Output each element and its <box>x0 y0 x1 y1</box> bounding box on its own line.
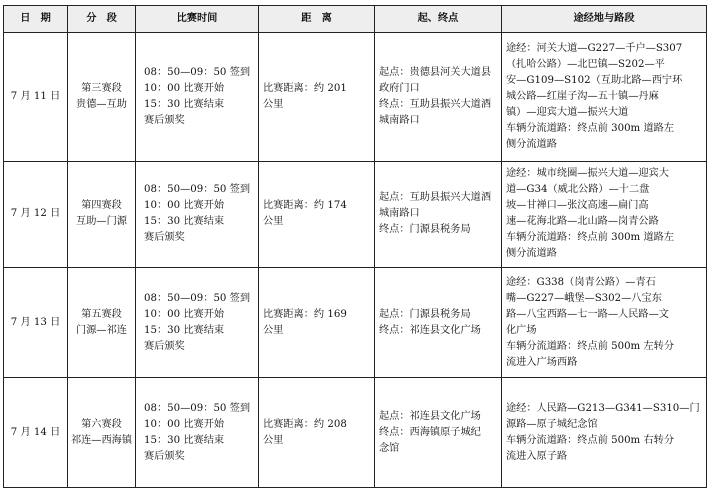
route-line: 化广场 <box>506 324 537 336</box>
distance-unit: 公里 <box>263 324 284 336</box>
route-cell <box>502 33 707 162</box>
distance-text: 比赛距离：约 174 <box>263 200 347 212</box>
time-cell <box>136 268 259 378</box>
distance-text: 比赛距离：约 201 <box>263 82 347 94</box>
route-line: 城公路—红崖子沟—五十镇—丹麻 <box>506 90 659 102</box>
header-date: 日 期 <box>4 6 68 33</box>
header-segment: 分 段 <box>68 6 136 33</box>
table-row <box>4 378 707 488</box>
route-line: 速—花海北路—北山路—岗青公路 <box>506 216 659 228</box>
time-award: 赛后颁奖 <box>144 450 185 462</box>
route-line: 车辆分流道路：终点前 300m 道路左 <box>506 232 675 244</box>
header-endpoints: 起、终点 <box>375 6 502 33</box>
endpoint-line: 起点：门源县税务局 <box>379 308 471 320</box>
route-line: （扎哈公路）—北巴镇—S202—平 <box>506 58 665 70</box>
endpoint-line: 终点：西海镇原子城纪 <box>379 426 481 438</box>
endpoint-line: 终点：门源县税务局 <box>379 224 471 236</box>
endpoint-line: 起点：祁连县文化广场 <box>379 410 481 422</box>
segment-cell <box>68 378 136 488</box>
route-line: 流进入广场西路 <box>506 356 578 368</box>
time-award: 赛后颁奖 <box>144 340 185 352</box>
time-award: 赛后颁奖 <box>144 114 185 126</box>
endpoints-cell <box>375 378 502 488</box>
segment-stage: 第四赛段 <box>81 200 122 212</box>
endpoint-line: 起点：互助县振兴大道酒 <box>379 192 492 204</box>
date-cell: 7 月 11 日 <box>4 33 68 162</box>
time-end: 15：30 比赛结束 <box>144 98 225 110</box>
route-line: 途经：城市绕圈—振兴大道—迎宾大 <box>506 168 669 180</box>
time-cell <box>136 33 259 162</box>
endpoint-line: 城南路口 <box>379 114 420 126</box>
distance-unit: 公里 <box>263 98 284 110</box>
route-line: 道—G34（威北公路）—十二盘 <box>506 184 650 196</box>
distance-cell <box>259 378 375 488</box>
segment-stage: 第六赛段 <box>81 418 122 430</box>
route-line: 途经：河关大道—G227—千户—S307 <box>506 42 683 54</box>
time-award: 赛后颁奖 <box>144 232 185 244</box>
distance-cell <box>259 268 375 378</box>
table-row <box>4 33 707 162</box>
endpoint-line: 起点：贵德县河关大道县 <box>379 66 492 78</box>
time-cell <box>136 378 259 488</box>
endpoint-line: 城南路口 <box>379 208 420 220</box>
time-start: 10：00 比赛开始 <box>144 200 225 212</box>
route-line: 侧分流道路 <box>506 248 557 260</box>
endpoint-line: 终点：祁连县文化广场 <box>379 324 481 336</box>
route-line: 路—八宝西路—七一路—人民路—文 <box>506 308 669 320</box>
route-line: 侧分流道路 <box>506 138 557 150</box>
route-line: 车辆分流道路：终点前 300m 道路左 <box>506 122 675 134</box>
time-start: 10：00 比赛开始 <box>144 308 225 320</box>
distance-cell <box>259 33 375 162</box>
route-cell <box>502 268 707 378</box>
header-time: 比赛时间 <box>136 6 259 33</box>
segment-cell <box>68 161 136 268</box>
segment-stage: 第五赛段 <box>81 308 122 320</box>
segment-route: 祁连—西海镇 <box>70 434 133 446</box>
table-row <box>4 268 707 378</box>
route-line: 源路—原子城纪念馆 <box>506 418 598 430</box>
segment-cell <box>68 268 136 378</box>
route-cell <box>502 161 707 268</box>
time-cell <box>136 161 259 268</box>
distance-text: 比赛距离：约 208 <box>263 418 347 430</box>
endpoints-cell <box>375 33 502 162</box>
time-end: 15：30 比赛结束 <box>144 216 225 228</box>
time-end: 15：30 比赛结束 <box>144 324 225 336</box>
time-end: 15：30 比赛结束 <box>144 434 225 446</box>
time-signin: 08：50—09：50 签到 <box>144 402 251 414</box>
header-route: 途经地与路段 <box>502 6 707 33</box>
header-row <box>4 6 707 33</box>
route-line: 安—G109—S102（互助北路—西宁环 <box>506 74 683 86</box>
distance-cell <box>259 161 375 268</box>
distance-unit: 公里 <box>263 434 284 446</box>
endpoint-line: 终点：互助县振兴大道酒 <box>379 98 492 110</box>
segment-route: 互助—门源 <box>76 216 127 228</box>
route-line: 途经：人民路—G213—G341—S310—门 <box>506 402 700 414</box>
endpoint-line: 念馆 <box>379 442 400 454</box>
route-line: 车辆分流道路：终点前 500m 右转分 <box>506 434 675 446</box>
route-line: 坡—甘禅口—张汶高速—扁门高 <box>506 200 649 212</box>
date-cell: 7 月 13 日 <box>4 268 68 378</box>
endpoint-line: 政府门口 <box>379 82 420 94</box>
date-cell: 7 月 14 日 <box>4 378 68 488</box>
race-schedule-table <box>3 5 707 488</box>
route-line: 镇）—迎宾大道—振兴大道 <box>506 106 629 118</box>
table-row <box>4 161 707 268</box>
distance-text: 比赛距离：约 169 <box>263 308 347 320</box>
segment-stage: 第三赛段 <box>81 82 122 94</box>
time-signin: 08：50—09：50 签到 <box>144 66 251 78</box>
time-signin: 08：50—09：50 签到 <box>144 292 251 304</box>
segment-cell <box>68 33 136 162</box>
endpoints-cell <box>375 161 502 268</box>
distance-unit: 公里 <box>263 216 284 228</box>
time-start: 10：00 比赛开始 <box>144 82 225 94</box>
route-line: 流进入原子路 <box>506 450 568 462</box>
route-line: 车辆分流道路：终点前 500m 左转分 <box>506 340 675 352</box>
time-signin: 08：50—09：50 签到 <box>144 184 251 196</box>
route-cell <box>502 378 707 488</box>
segment-route: 贵德—互助 <box>76 98 127 110</box>
endpoints-cell <box>375 268 502 378</box>
time-start: 10：00 比赛开始 <box>144 418 225 430</box>
date-cell: 7 月 12 日 <box>4 161 68 268</box>
segment-route: 门源—祁连 <box>76 324 127 336</box>
route-line: 途经：G338（岗青公路）—青石 <box>506 276 656 288</box>
route-line: 嘴—G227—峨堡—S302—八宝东 <box>506 292 662 304</box>
header-distance: 距 离 <box>259 6 375 33</box>
